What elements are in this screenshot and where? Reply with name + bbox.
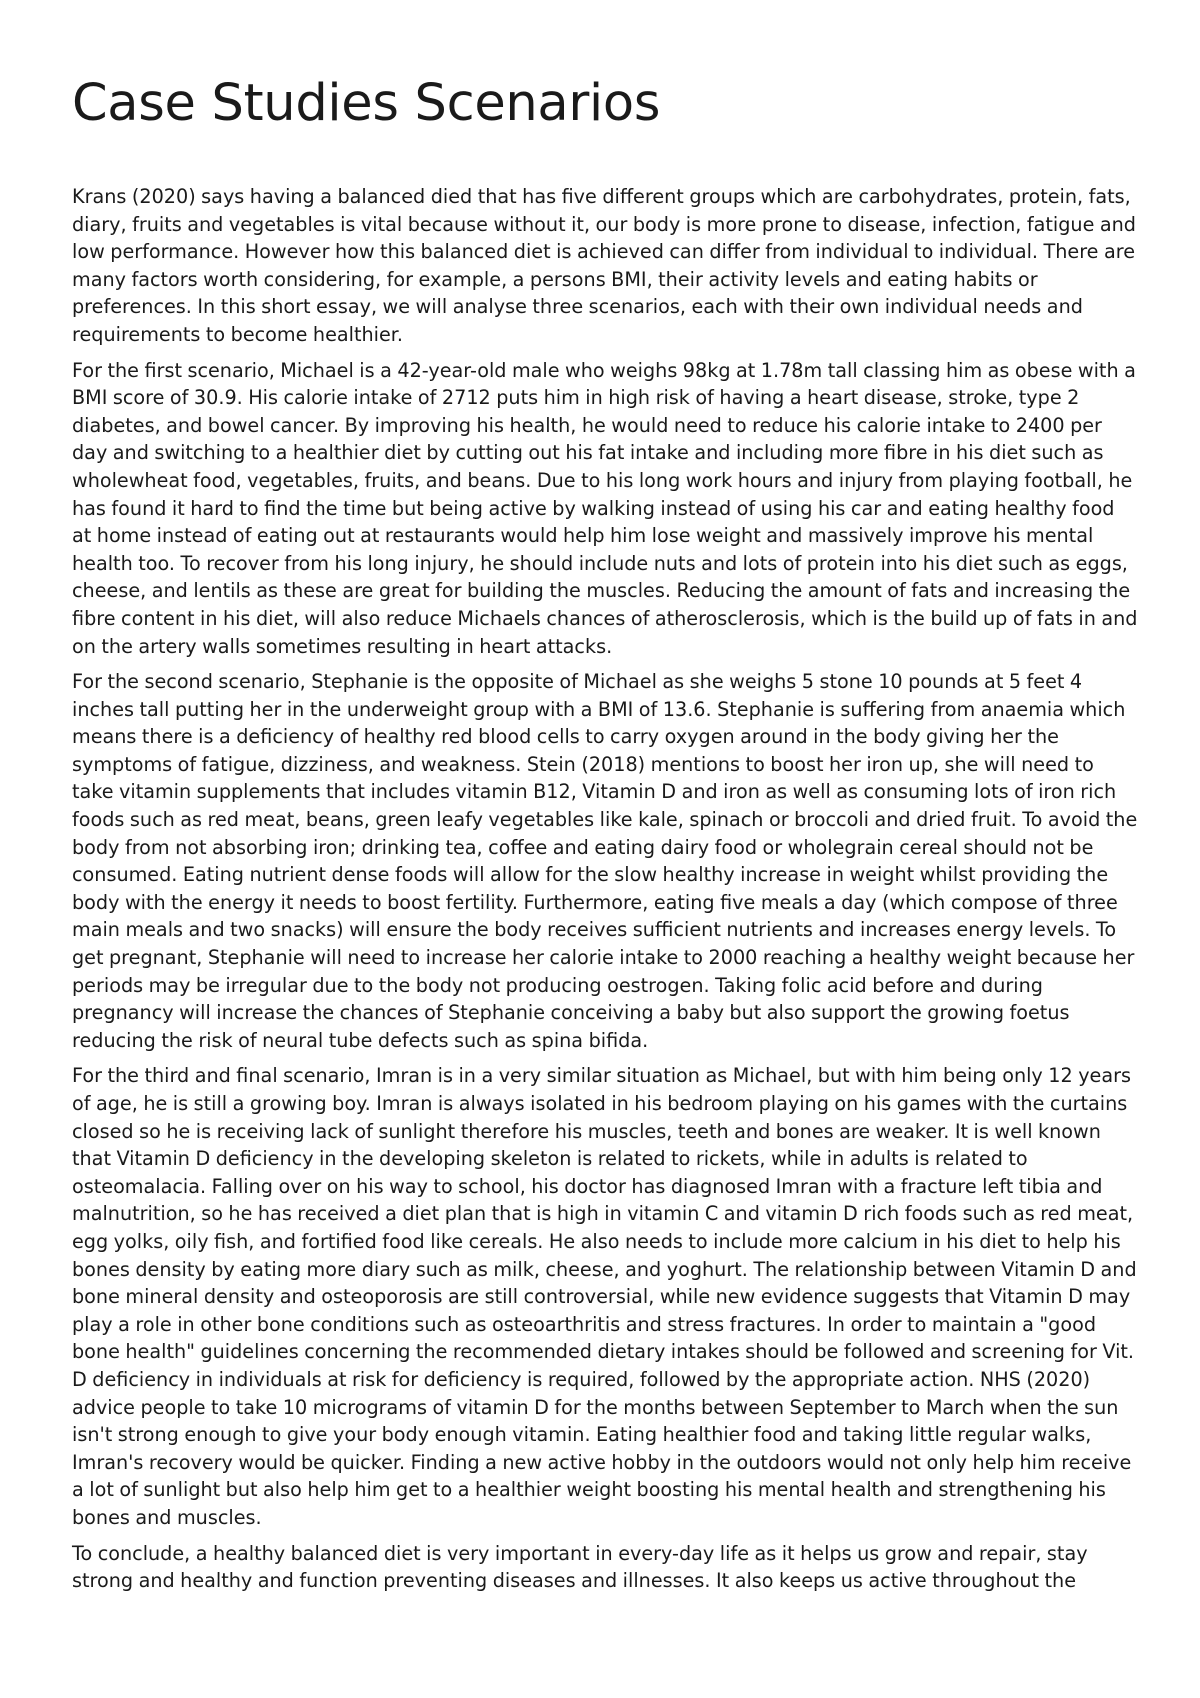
document-body [72, 183, 1138, 1603]
paragraph-scenario-imran: For the third and final scenario, Imran is in a very similar situation as Michael, but with him being only 12 years of age, he is still a growing boy. Imran is always isolated in his bedroom playing on his games with the curtains closed so he is receiving lack of sunlight therefore his muscles, teeth and bones are weaker. It is well known that Vitamin D deficiency in the developing skeleton is related to rickets, while in adults is related to osteomalacia. Falling over on his way to school, his doctor has diagnosed Imran with a fracture left tibia and malnutrition, so he has received a diet plan that is high in vitamin C and vitamin D rich foods such as red meat, egg yolks, oily fish, and fortified food like cereals. He also needs to include more calcium in his diet to help his bones density by eating more diary such as milk, cheese, and yoghurt. The relationship between Vitamin D and bone mineral density and osteoporosis are still controversial, while new evidence suggests that Vitamin D may play a role in other bone conditions such as osteoarthritis and stress fractures. In order to maintain a "good bone health" guidelines concerning the recommended dietary intakes should be followed and screening for Vit. D deficiency in individuals at risk for deficiency is required, followed by the appropriate action. NHS (2020) advice people to take 10 micrograms of vitamin D for the months between September to March when the sun isn't strong enough to give your body enough vitamin. Eating healthier food and taking little regular walks, Imran's recovery would be quicker. Finding a new active hobby in the outdoors would not only help him receive a lot of sunlight but also help him get to a healthier weight boosting his mental health and strengthening his bones and muscles. [72, 1064, 1137, 1529]
paragraph-scenario-stephanie: For the second scenario, Stephanie is the opposite of Michael as she weighs 5 stone 10 pounds at 5 feet 4 inches tall putting her in the underweight group with a BMI of 13.6. Stephanie is suffering from anaemia which means there is a deficiency of healthy red blood cells to carry oxygen around in the body giving her the symptoms of fatigue, dizziness, and weakness. Stein (2018) mentions to boost her iron up, she will need to take vitamin supplements that includes vitamin B12, Vitamin D and iron as well as consuming lots of iron rich foods such as red meat, beans, green leafy vegetables like kale, spinach or broccoli and dried fruit. To avoid the body from not absorbing iron; drinking tea, coffee and eating dairy food or wholegrain cereal should not be consumed. Eating nutrient dense foods will allow for the slow healthy increase in weight whilst providing the body with the energy it needs to boost fertility. Furthermore, eating five meals a day (which compose of three main meals and two snacks) will ensure the body receives sufficient nutrients and increases energy levels. To get pregnant, Stephanie will need to increase her calorie intake to 2000 reaching a healthy weight because her periods may be irregular due to the body not producing oestrogen. Taking folic acid before and during pregnancy will increase the chances of Stephanie conceiving a baby but also support the growing foetus reducing the risk of neural tube defects such as spina bifida. [72, 670, 1138, 1052]
page-title: Case Studies Scenarios [72, 74, 661, 133]
paragraph-introduction: Krans (2020) says having a balanced died that has five different groups which are carbohydrates, protein, fats, diary, fruits and vegetables is vital because without it, our body is more prone to disease, infection, fatigue and low performance. However how this balanced diet is achieved can differ from individual to individual. There are many factors worth considering, for example, a persons BMI, their activity levels and eating habits or preferences. In this short essay, we will analyse three scenarios, each with their own individual needs and requirements to become healthier. [72, 185, 1136, 346]
paragraph-scenario-michael: For the first scenario, Michael is a 42-year-old male who weighs 98kg at 1.78m tall classing him as obese with a BMI score of 30.9. His calorie intake of 2712 puts him in high risk of having a heart disease, stroke, type 2 diabetes, and bowel cancer. By improving his health, he would need to reduce his calorie intake to 2400 per day and switching to a healthier diet by cutting out his fat intake and including more fibre in his diet such as wholewheat food, vegetables, fruits, and beans. Due to his long work hours and injury from playing football, he has found it hard to find the time but being active by walking instead of using his car and eating healthy food at home instead of eating out at restaurants would help him lose weight and massively improve his mental health too. To recover from his long injury, he should include nuts and lots of protein into his diet such as eggs, cheese, and lentils as these are great for building the muscles. Reducing the amount of fats and increasing the fibre content in his diet, will also reduce Michaels chances of atherosclerosis, which is the build up of fats in and on the artery walls sometimes resulting in heart attacks. [72, 358, 1138, 658]
paragraph-conclusion: To conclude, a healthy balanced diet is very important in every-day life as it helps us grow and repair, stay strong and healthy and function preventing diseases and illnesses. It also keeps us active throughout the [72, 1541, 1088, 1593]
